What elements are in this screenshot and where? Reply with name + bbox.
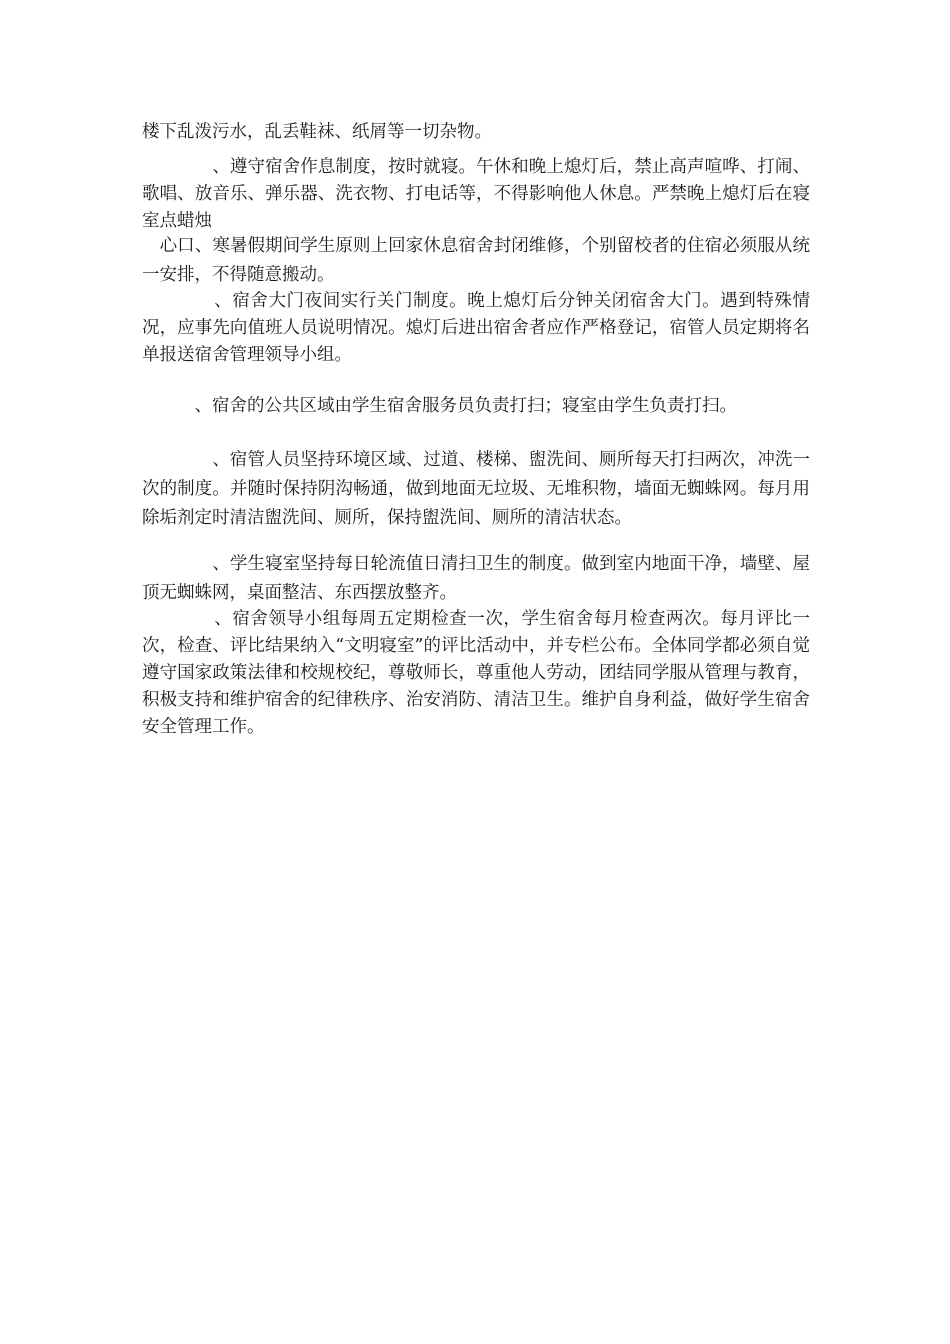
paragraph-6: 、宿管人员坚持环境区域、过道、楼梯、盥洗间、厕所每天打扫两次，冲洗一次的制度。并随时保持阴沟畅通，做到地面无垃圾、无堆积物，墙面无蜘蛛网。每月用除垢剂定时清洁盥洗间、厕所，保持盥洗间、厕所的清洁状态。 [142, 450, 810, 528]
paragraph-7: 、学生寝室坚持每日轮流值日清扫卫生的制度。做到室内地面干净，墙壁、屋顶无蜘蛛网，桌面整洁、东西摆放整齐。 [142, 554, 810, 603]
paragraph-2: 、遵守宿舍作息制度，按时就寝。午休和晚上熄灯后，禁止高声喧哗、打闹、歌唱、放音乐、弹乐器、洗衣物、打电话等，不得影响他人休息。严禁晚上熄灯后在寝室点蜡烛 [142, 157, 810, 231]
paragraph-5: 、宿舍的公共区域由学生宿舍服务员负责打扫；寝室由学生负责打扫。 [142, 396, 737, 416]
paragraph-3: 心口、寒暑假期间学生原则上回家休息宿舍封闭维修，个别留校者的住宿必须服从统一安排，不得随意搬动。 [142, 236, 810, 285]
paragraph-8: 、宿舍领导小组每周五定期检查一次，学生宿舍每月检查两次。每月评比一次，检查、评比结果纳入“文明寝室”的评比活动中，并专栏公布。全体同学都必须自觉遵守国家政策法律和校规校纪，尊敬师长，尊重他人劳动，团结同学服从管理与教育，积极支持和维护宿舍的纪律秩序、治安消防、清洁卫生。维护自身利益，做好学生宿舍安全管理工作。 [142, 609, 810, 737]
paragraph-4: 、宿舍大门夜间实行关门制度。晚上熄灯后分钟关闭宿舍大门。遇到特殊情况，应事先向值班人员说明情况。熄灯后进出宿舍者应作严格登记，宿管人员定期将名单报送宿舍管理领导小组。 [142, 291, 810, 365]
paragraph-1: 楼下乱泼污水，乱丢鞋袜、纸屑等一切杂物。 [142, 122, 492, 142]
